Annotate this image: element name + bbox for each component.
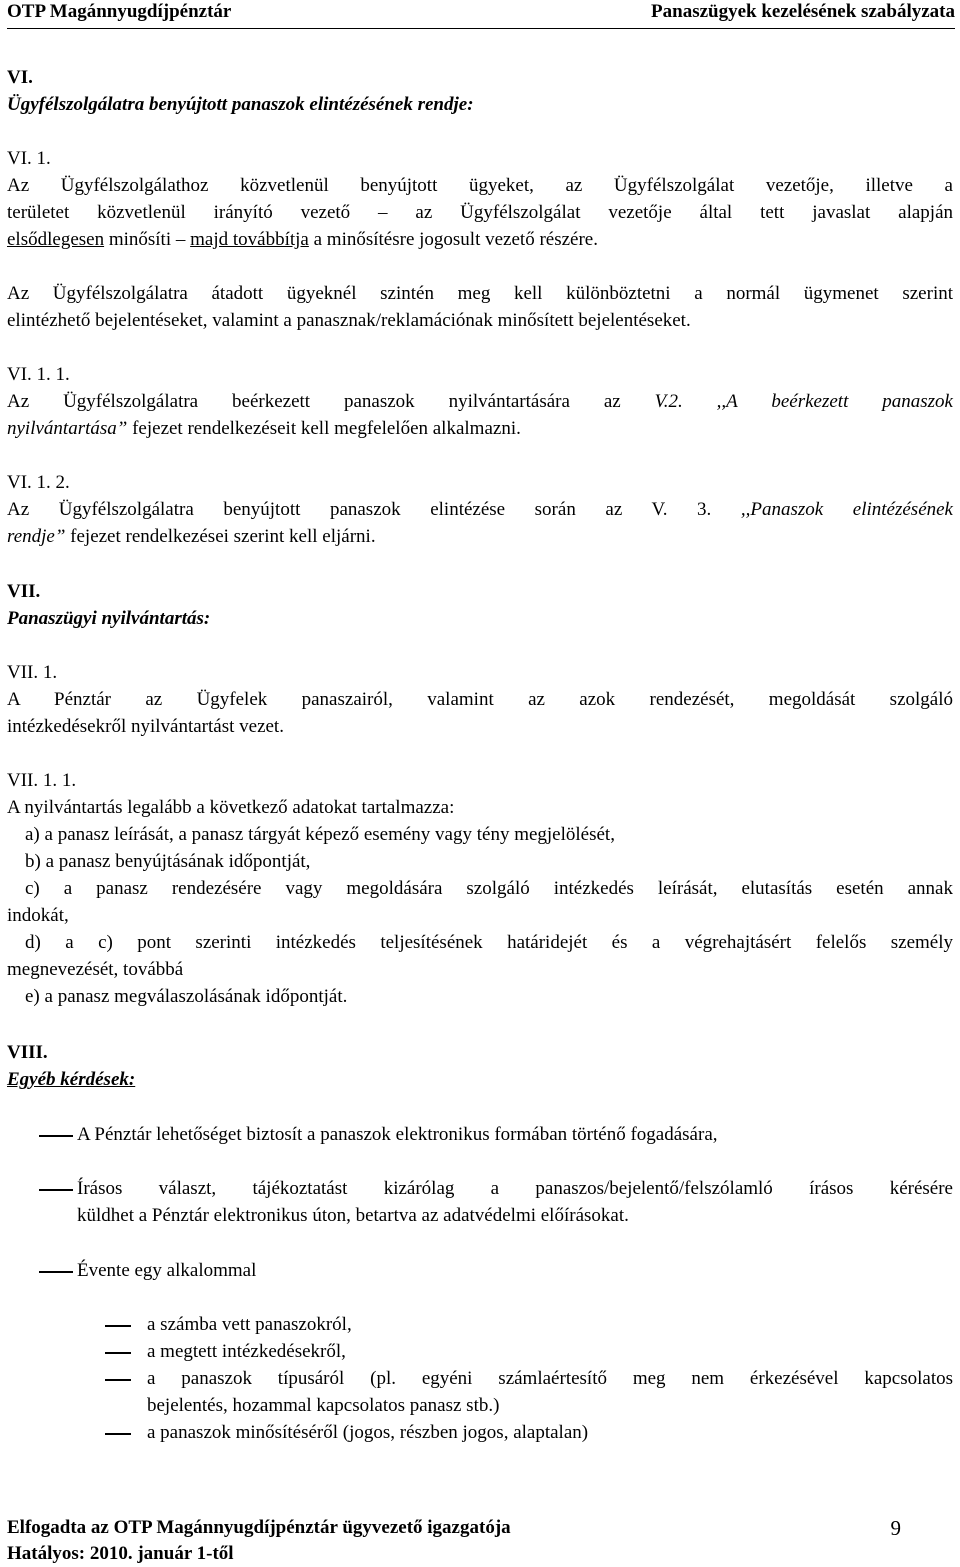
- section-8-number: VIII.: [7, 1042, 48, 1063]
- italic-reference: rendje”: [7, 526, 66, 547]
- sub-bullet-dash: [105, 1379, 131, 1381]
- bullet-dash: [39, 1189, 73, 1191]
- para-7-1-line-2: intézkedésekről nyilvántartást vezet.: [7, 716, 284, 737]
- sub-bullet-item-2: a megtett intézkedésekről,: [147, 1341, 346, 1362]
- italic-reference: V.2. ,,A beérkezett panaszok: [654, 391, 953, 412]
- para-7-1-1-number: VII. 1. 1.: [7, 770, 77, 791]
- page-header: [7, 0, 955, 29]
- text-segment: Az Ügyfélszolgálatra beérkezett panaszok nyilvántartására az: [7, 391, 655, 412]
- bullet-item-2-line-2: küldhet a Pénztár elektronikus úton, betartva az adatvédelmi előírásokat.: [77, 1205, 629, 1226]
- sub-bullet-item-3-line-2: bejelentés, hozammal kapcsolatos panasz stb.): [147, 1395, 500, 1416]
- sub-bullet-item-3-line-1: a panaszok típusáról (pl. egyéni számlaértesítő meg nem érkezésével kapcsolatos: [147, 1368, 953, 1389]
- bullet-item-3: Évente egy alkalommal: [77, 1260, 257, 1281]
- para-6-1-1-line-1: [7, 388, 953, 415]
- para-6-1-number: VI. 1.: [7, 148, 51, 169]
- sub-bullet-dash: [105, 1433, 131, 1435]
- para-6-1-line-1: Az Ügyfélszolgálathoz közvetlenül benyújtott ügyeket, az Ügyfélszolgálat vezetője, illetve a: [7, 175, 953, 196]
- italic-reference: ,,Panaszok elintézésének: [740, 499, 953, 520]
- para-6-1-2-line-2: [7, 523, 953, 550]
- sub-bullet-dash: [105, 1325, 131, 1327]
- para-6-1-2-number: VI. 1. 2.: [7, 472, 70, 493]
- page-footer: [7, 1515, 953, 1567]
- text-segment: a minősítésre jogosult vezető részére.: [308, 229, 598, 250]
- sub-bullet-item-1: a számba vett panaszokról,: [147, 1314, 352, 1335]
- para-6-2-line-2: elintézhető bejelentéseket, valamint a panasznak/reklamációnak minősített bejelentéseket.: [7, 310, 691, 331]
- list-item-c-line-2: indokát,: [7, 905, 69, 926]
- para-6-1-line-2: területet közvetlenül irányító vezető – az Ügyfélszolgálat vezetője által tett javaslat alapján: [7, 202, 953, 223]
- para-6-1-2-line-1: [7, 496, 953, 523]
- section-7-number: VII.: [7, 581, 41, 602]
- section-6-title: Ügyfélszolgálatra benyújtott panaszok elintézésének rendje:: [7, 94, 474, 115]
- para-6-1-1-number: VI. 1. 1.: [7, 364, 70, 385]
- footer-effective-date: Hatályos: 2010. január 1-től: [7, 1543, 234, 1564]
- underlined-primarily: elsődlegesen: [7, 229, 105, 250]
- text-segment: Az Ügyfélszolgálatra benyújtott panaszok elintézése során az V. 3.: [7, 499, 741, 520]
- header-document-title: Panaszügyek kezelésének szabályzata: [651, 1, 955, 22]
- list-item-d-line-1: d) a c) pont szerinti intézkedés teljesítésének határidejét és a végrehajtásért felelős személy: [25, 932, 953, 953]
- para-6-1-1-line-2: [7, 415, 953, 442]
- section-8-title: Egyéb kérdések:: [7, 1069, 136, 1090]
- list-item-e: e) a panasz megválaszolásának időpontját.: [25, 986, 348, 1007]
- sub-bullet-dash: [105, 1352, 131, 1354]
- bullet-dash: [39, 1135, 73, 1137]
- para-7-1-number: VII. 1.: [7, 662, 58, 683]
- footer-approval: Elfogadta az OTP Magánnyugdíjpénztár ügyvezető igazgatója: [7, 1517, 511, 1538]
- italic-reference: nyilvántartása”: [7, 418, 128, 439]
- section-6-number: VI.: [7, 67, 33, 88]
- page-number: 9: [890, 1516, 901, 1540]
- text-segment: minősíti –: [104, 229, 191, 250]
- list-item-b: b) a panasz benyújtásának időpontját,: [25, 851, 311, 872]
- bullet-dash: [39, 1271, 73, 1273]
- section-7-title: Panaszügyi nyilvántartás:: [7, 608, 211, 629]
- list-item-c-line-1: c) a panasz rendezésére vagy megoldására szolgáló intézkedés leírását, elutasítás esetén annak: [25, 878, 953, 899]
- para-6-2-line-1: Az Ügyfélszolgálatra átadott ügyeknél szintén meg kell különböztetni a normál ügymenet szerint: [7, 283, 953, 304]
- sub-bullet-item-4: a panaszok minősítéséről (jogos, részben jogos, alaptalan): [147, 1422, 589, 1443]
- para-7-1-1-intro: A nyilvántartás legalább a következő adatokat tartalmazza:: [7, 797, 455, 818]
- underlined-then-forwards: majd továbbítja: [190, 229, 309, 250]
- bullet-item-1: A Pénztár lehetőséget biztosít a panaszok elektronikus formában történő fogadására,: [77, 1124, 718, 1145]
- list-item-a: a) a panasz leírását, a panasz tárgyát képező esemény vagy tény megjelölését,: [25, 824, 615, 845]
- header-organization: OTP Magánnyugdíjpénztár: [7, 1, 232, 22]
- text-segment: fejezet rendelkezései szerint kell eljárni.: [65, 526, 376, 547]
- list-item-d-line-2: megnevezését, továbbá: [7, 959, 184, 980]
- text-segment: fejezet rendelkezéseit kell megfelelően alkalmazni.: [127, 418, 521, 439]
- para-6-1-line-3: [7, 226, 953, 253]
- bullet-item-2-line-1: Írásos választ, tájékoztatást kizárólag a panaszos/bejelentő/felszólamló írásos kérésére: [77, 1178, 953, 1199]
- para-7-1-line-1: A Pénztár az Ügyfelek panaszairól, valamint az azok rendezését, megoldását szolgáló: [7, 689, 953, 710]
